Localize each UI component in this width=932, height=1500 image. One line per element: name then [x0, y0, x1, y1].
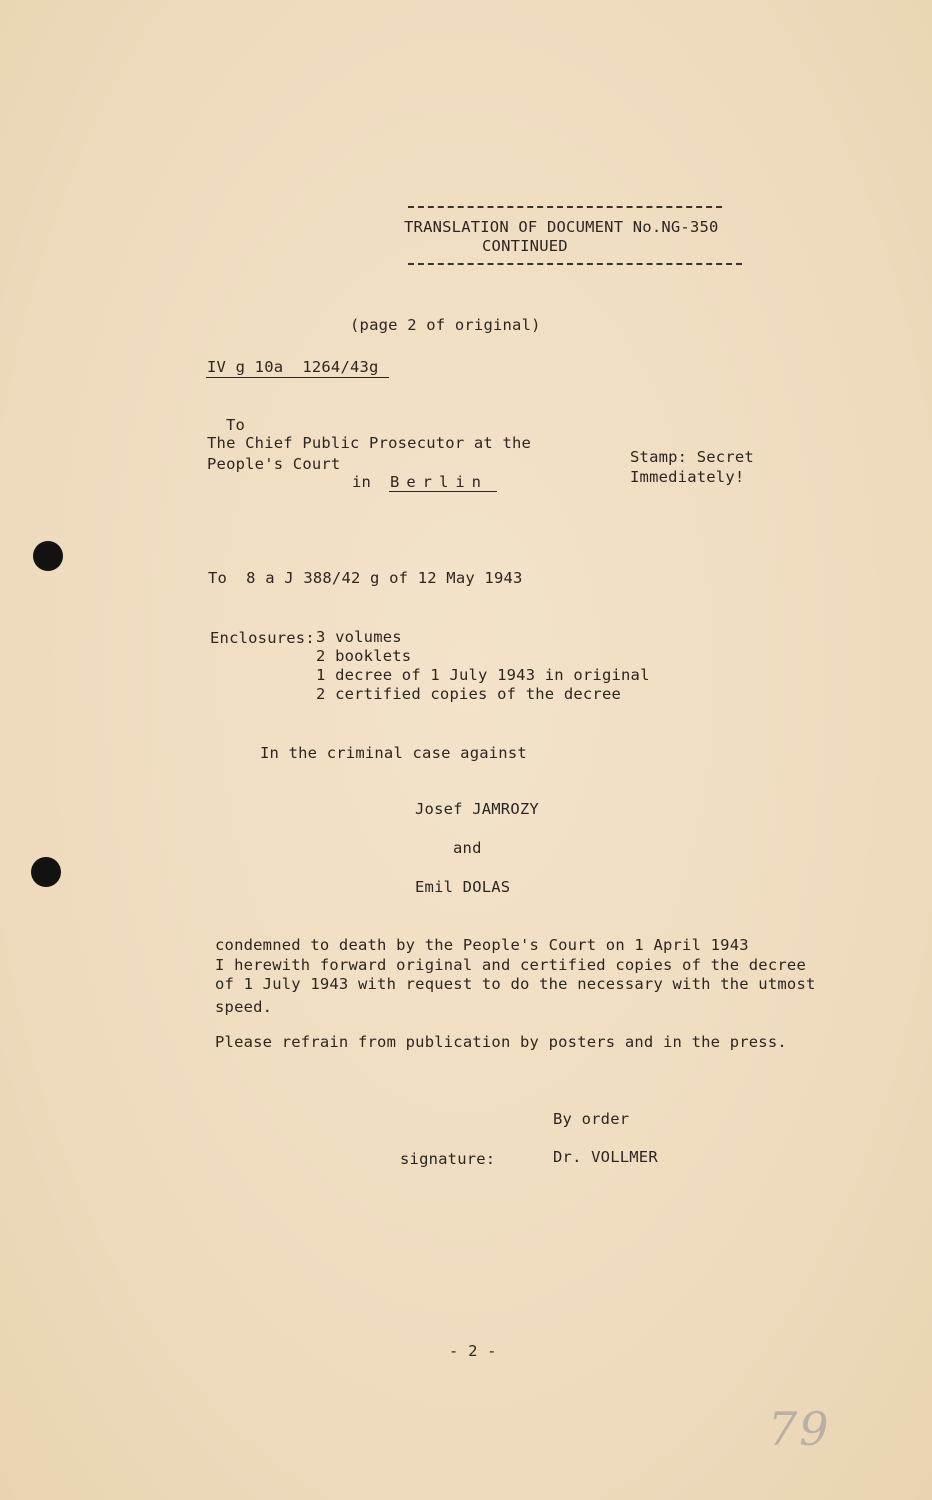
enclosure-item: 2 booklets — [316, 647, 412, 665]
defendant-2: Emil DOLAS — [415, 878, 511, 896]
body-line: of 1 July 1943 with request to do the necessary with the utmost — [215, 975, 816, 993]
punch-hole — [33, 541, 63, 571]
punch-hole — [31, 857, 61, 887]
conjunction: and — [453, 839, 482, 857]
enclosure-item: 3 volumes — [316, 628, 402, 646]
header-rule-bottom — [408, 263, 742, 265]
file-reference: IV g 10a 1264/43g — [207, 358, 379, 376]
addressee-line2: People's Court — [207, 455, 341, 473]
page-reference: (page 2 of original) — [350, 316, 541, 334]
signature-label: signature: — [400, 1150, 496, 1168]
stamp-line1: Stamp: Secret — [630, 448, 754, 466]
addressee-city: Berlin — [390, 473, 488, 491]
addressee-line1: The Chief Public Prosecutor at the — [207, 434, 532, 452]
document-title: TRANSLATION OF DOCUMENT No.NG-350 — [404, 218, 719, 236]
case-reference: To 8 a J 388/42 g of 12 May 1943 — [208, 569, 523, 587]
page-number: - 2 - — [449, 1342, 497, 1360]
enclosure-item: 1 decree of 1 July 1943 in original — [316, 666, 650, 684]
body-line: I herewith forward original and certified copies of the decree — [215, 956, 806, 974]
document-subtitle: CONTINUED — [482, 237, 568, 255]
header-rule-top — [408, 206, 722, 208]
body-line: speed. — [215, 998, 273, 1016]
addressee-city-prefix: in — [352, 473, 372, 491]
body-line: condemned to death by the People's Court on 1 April 1943 — [215, 936, 749, 954]
addressee-to: To — [226, 416, 246, 434]
defendant-1: Josef JAMROZY — [415, 800, 539, 818]
stamp-line2: Immediately! — [630, 468, 745, 486]
by-order: By order — [553, 1110, 630, 1128]
handwritten-page-number: 79 — [768, 1402, 831, 1456]
signatory-name: Dr. VOLLMER — [553, 1148, 658, 1166]
city-underline — [389, 491, 497, 492]
file-reference-underline — [206, 377, 389, 378]
publication-request: Please refrain from publication by posters and in the press. — [215, 1033, 787, 1051]
enclosures-label: Enclosures: — [210, 629, 315, 647]
enclosure-item: 2 certified copies of the decree — [316, 685, 622, 703]
case-intro: In the criminal case against — [260, 744, 527, 762]
